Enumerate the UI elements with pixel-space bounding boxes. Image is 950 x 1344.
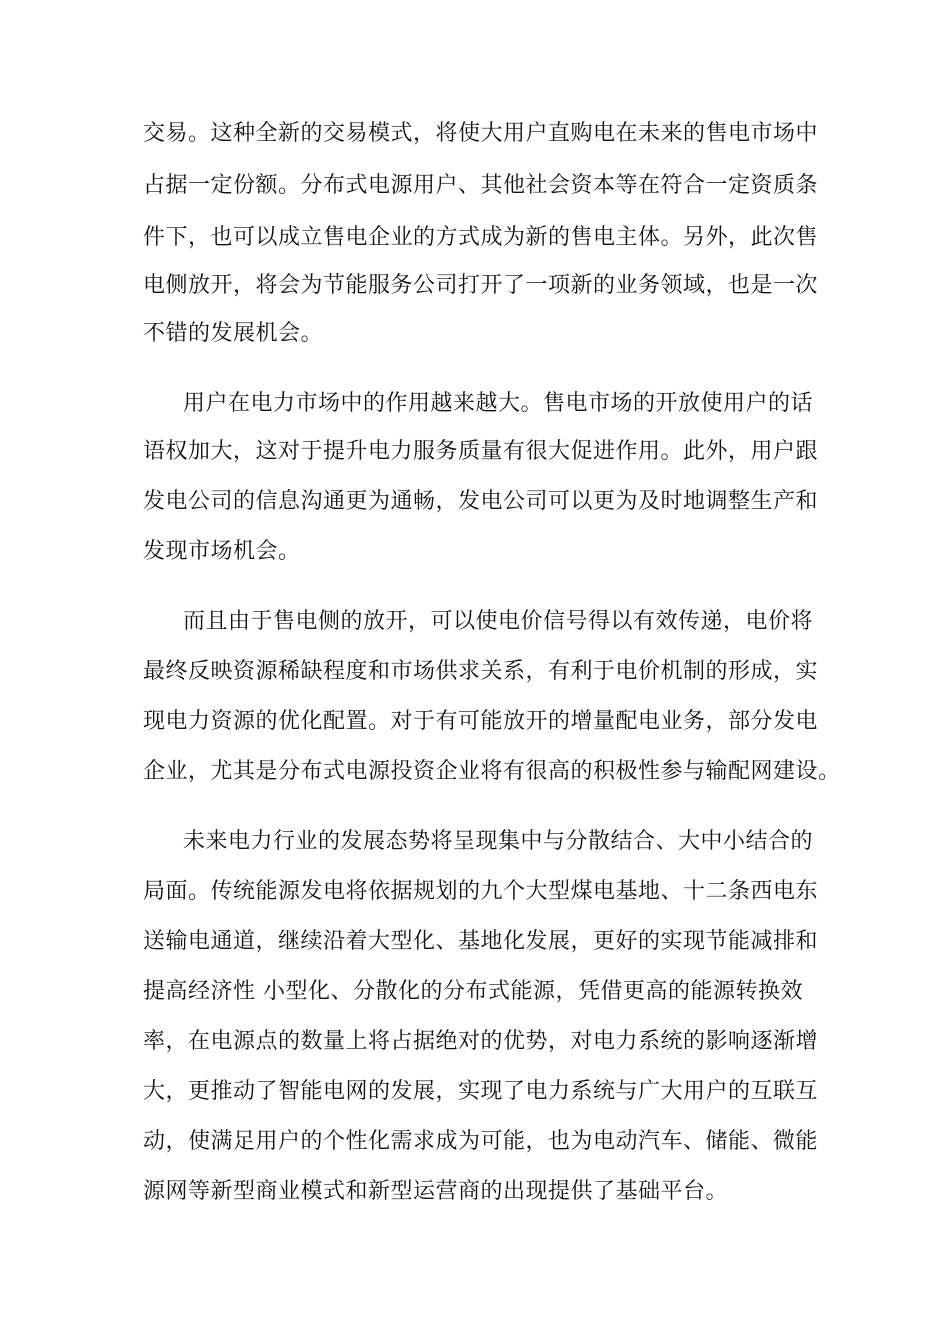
paragraph-3-line-1: 而且由于售电侧的放开，可以使电价信号得以有效传递，电价将 — [183, 609, 814, 634]
paragraph-4-line-6: 大，更推动了智能电网的发展，实现了电力系统与广大用户的互联互 — [143, 1079, 819, 1104]
paragraph-2-line-1: 用户在电力市场中的作用越来越大。售电市场的开放使用户的话 — [183, 391, 814, 416]
paragraph-4-line-3: 送输电通道，继续沿着大型化、基地化发展，更好的实现节能减排和 — [143, 929, 819, 954]
paragraph-1-line-1: 交易。这种全新的交易模式，将使大用户直购电在未来的售电市场中 — [143, 121, 819, 146]
paragraph-4-line-4: 提高经济性 小型化、分散化的分布式能源，凭借更高的能源转换效 — [143, 979, 803, 1004]
paragraph-2-line-2: 语权加大，这对于提升电力服务质量有很大促进作用。此外，用户跟 — [143, 439, 819, 464]
paragraph-4-line-1: 未来电力行业的发展态势将呈现集中与分散结合、大中小结合的 — [183, 829, 814, 854]
paragraph-1-line-3: 件下，也可以成立售电企业的方式成为新的售电主体。另外，此次售 — [143, 225, 819, 250]
paragraph-4-line-8: 源网等新型商业模式和新型运营商的出现提供了基础平台。 — [143, 1179, 729, 1204]
paragraph-2-line-3: 发电公司的信息沟通更为通畅，发电公司可以更为及时地调整生产和 — [143, 489, 819, 514]
paragraph-4-line-5: 率，在电源点的数量上将占据绝对的优势，对电力系统的影响逐渐增 — [143, 1029, 819, 1054]
paragraph-1-line-4: 电侧放开，将会为节能服务公司打开了一项新的业务领域，也是一次 — [143, 273, 819, 298]
paragraph-3-line-2: 最终反映资源稀缺程度和市场供求关系，有利于电价机制的形成，实 — [143, 659, 819, 684]
paragraph-3-line-4: 企业，尤其是分布式电源投资企业将有很高的积极性参与输配网建设。 — [143, 759, 841, 784]
paragraph-3-line-3: 现电力资源的优化配置。对于有可能放开的增量配电业务，部分发电 — [143, 709, 819, 734]
paragraph-1-line-5: 不错的发展机会。 — [143, 321, 324, 346]
paragraph-4-line-2: 局面。传统能源发电将依据规划的九个大型煤电基地、十二条西电东 — [143, 879, 819, 904]
paragraph-1-line-2: 占据一定份额。分布式电源用户、其他社会资本等在符合一定资质条 — [143, 173, 819, 198]
paragraph-2-line-4: 发现市场机会。 — [143, 539, 301, 564]
paragraph-4-line-7: 动，使满足用户的个性化需求成为可能，也为电动汽车、储能、微能 — [143, 1129, 819, 1154]
